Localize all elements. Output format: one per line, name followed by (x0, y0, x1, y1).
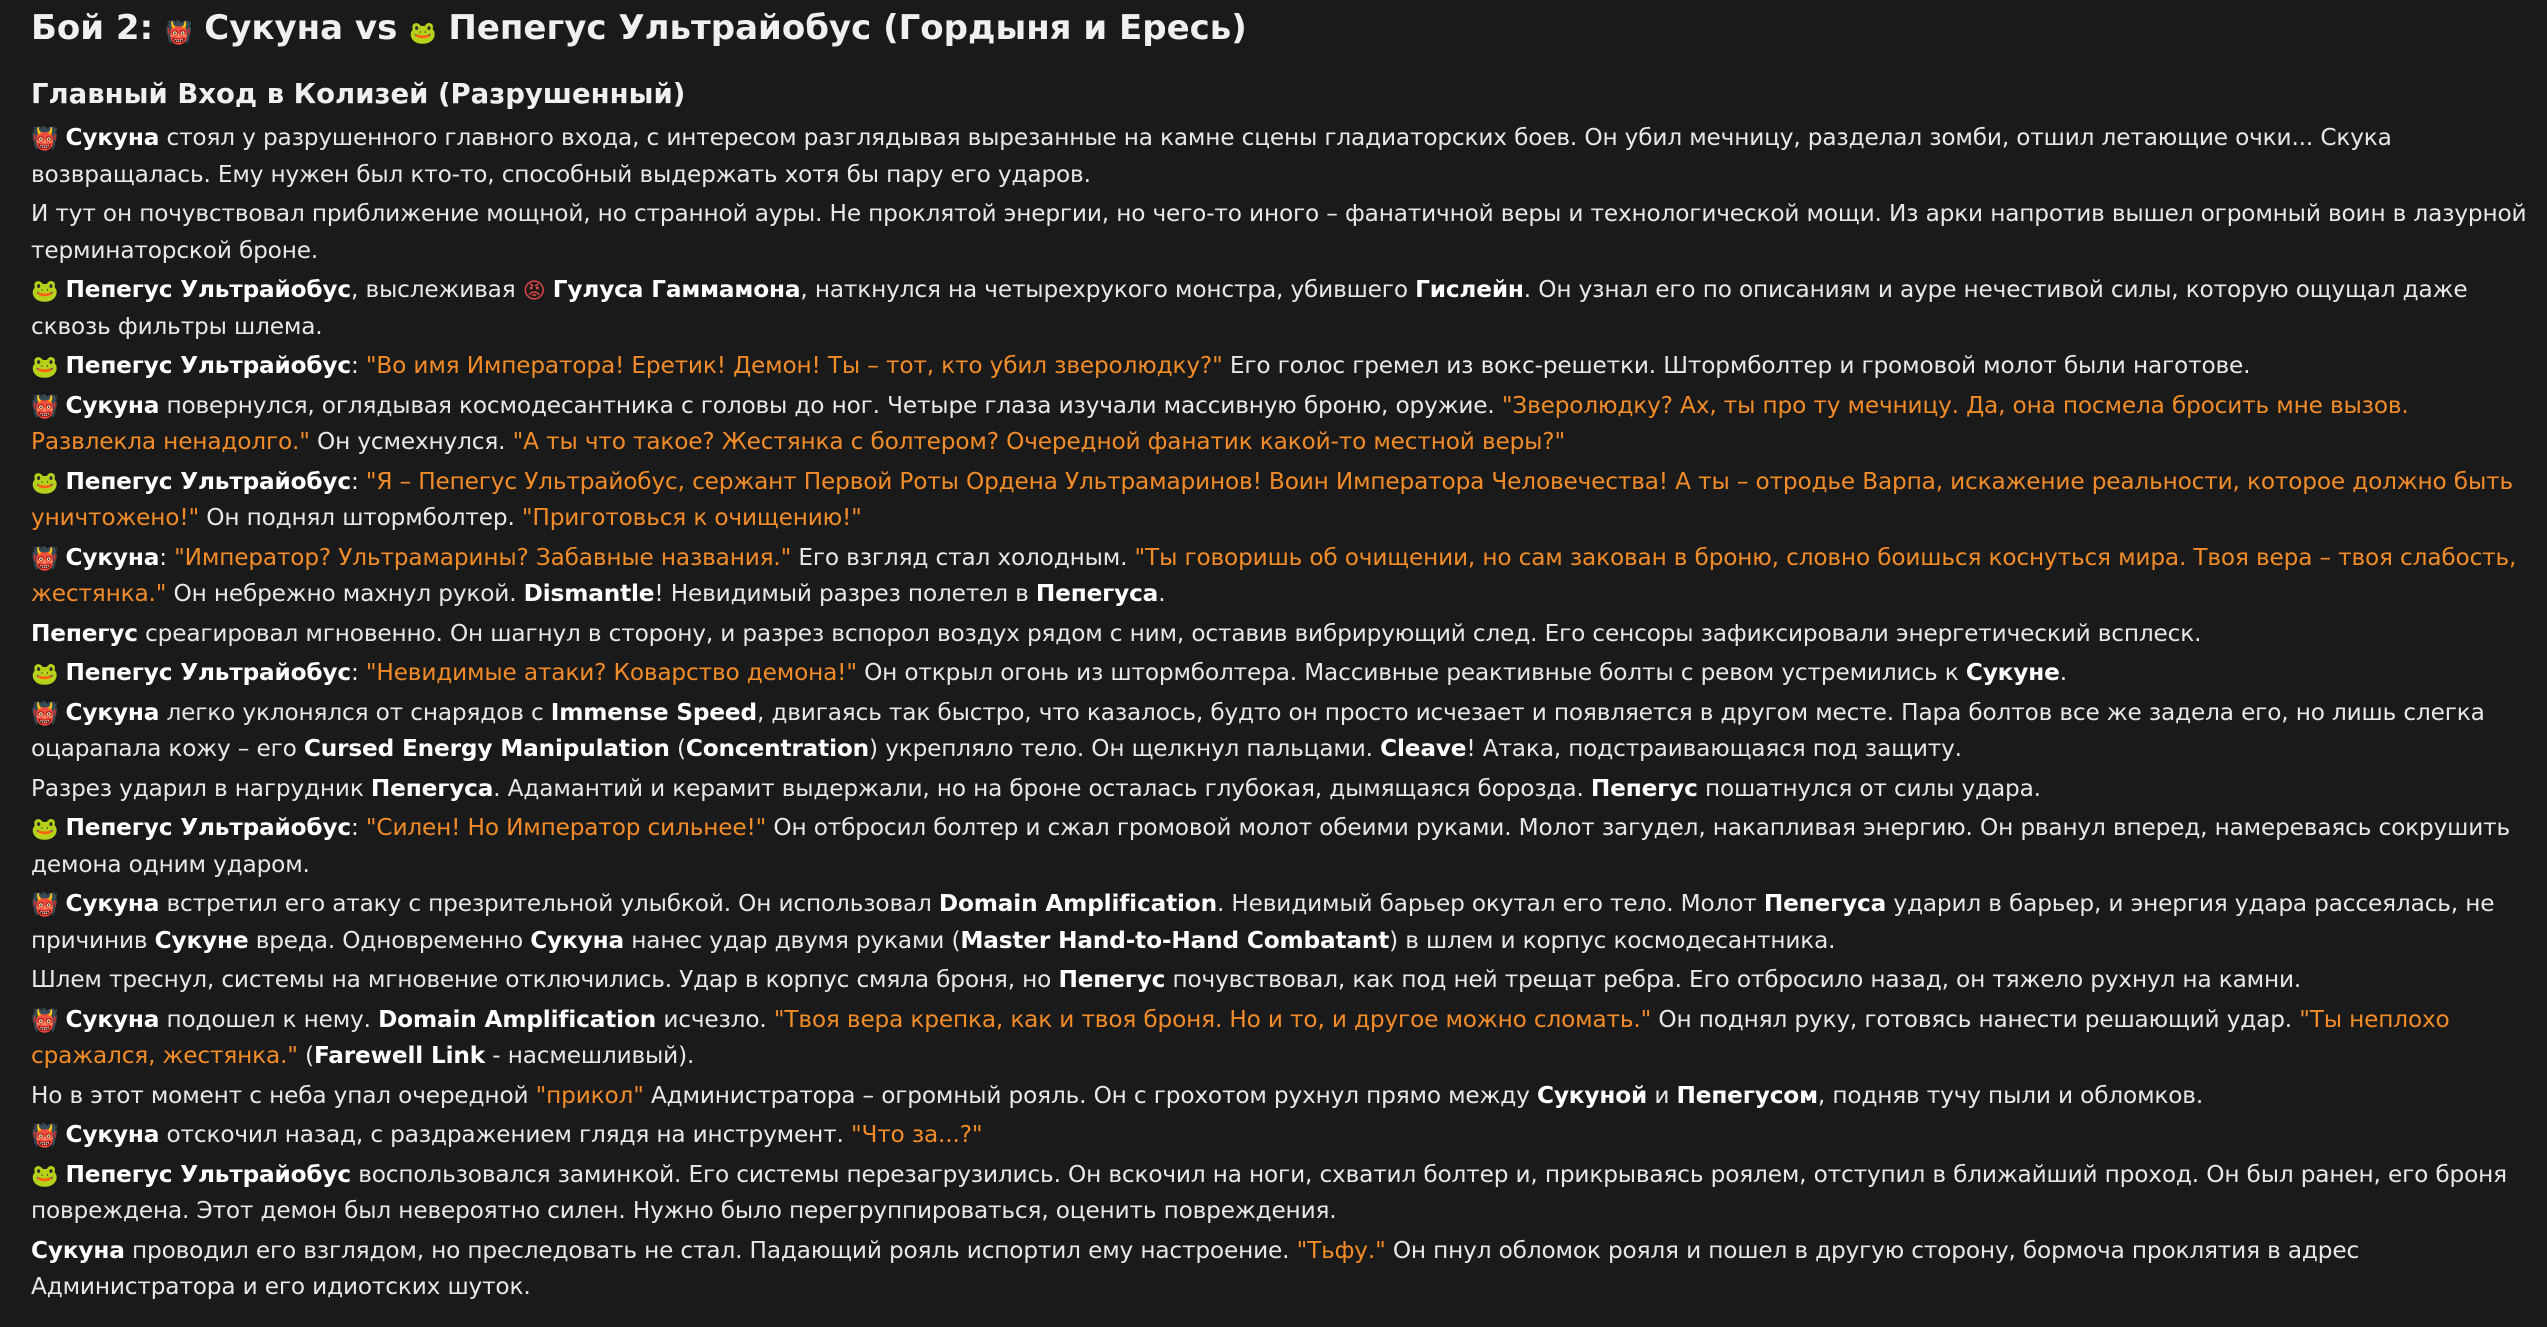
narration-text: Он поднял руку, готовясь нанести решающий удар. (1651, 1005, 2300, 1033)
narration-text: Шлем треснул, системы на мгновение отключились. Удар в корпус смяла броня, но (31, 966, 1059, 993)
bold-term: Пепегусом (1676, 1081, 1818, 1109)
narration-text: Он усмехнулся. (309, 428, 513, 455)
story-paragraph (31, 464, 2527, 537)
narration-text: . Адамантий и керамит выдержали, но на броне осталась глубокая, дымящаяся борозда. (493, 774, 1591, 802)
story-paragraph (31, 655, 2527, 692)
narration-text: ( (297, 1042, 314, 1069)
narration-text: ударил в барьер, и энергия удара рассеялась, не причинив (31, 890, 2502, 954)
dialogue-quote: "Ты неплохо сражался, жестянка." (31, 1005, 2457, 1069)
dialogue-quote: "Император? Ультрамарины? Забавные названия." (174, 543, 792, 571)
narration-text: подошел к нему. (159, 1005, 379, 1033)
dialogue-quote: "Силен! Но Император сильнее!" (365, 814, 767, 841)
demon-emoji-icon: 👹 (31, 1124, 59, 1149)
narration-text: почувствовал, как под ней трещат ребра. Его отбросило назад, он тяжело рухнул на камни. (1165, 966, 2302, 993)
narration-text: , двигаясь так быстро, что казалось, будто он просто исчезает и появляется в другом месте. Пара болтов все же задела его, но лишь слегка оцарапала кожу – его (31, 698, 2492, 762)
bold-term: Immense Speed (550, 698, 757, 726)
frog-emoji-icon: 🐸 (31, 1163, 59, 1189)
bold-term: Пепегус (1590, 774, 1698, 802)
demon-emoji-icon: 👹 (31, 701, 59, 727)
frog-emoji-icon: 🐸 (31, 355, 59, 380)
story-paragraph (31, 695, 2527, 768)
bold-term: Сукуне (1965, 659, 2060, 686)
narration-text: . Он узнал его по описаниям и ауре нечестивой силы, которую ощущал даже сквозь фильтры шлема. (31, 276, 2475, 340)
story-paragraph (31, 272, 2527, 345)
narration-text: стоял у разрушенного главного входа, с интересом разглядывая вырезанные на камне сцены гладиаторских боев. Он убил мечницу, разделал зомби, отшил летающие очки... Скука возвращалась. Ему нужен был кто-то, способный выдержать хотя бы пару его ударов. (31, 124, 2399, 188)
demon-emoji-icon: 👹 (31, 394, 59, 420)
narration-text: легко уклонялся от снарядов с (159, 698, 551, 726)
story-paragraph (31, 388, 2527, 461)
bold-term: Farewell Link (313, 1042, 486, 1069)
dialogue-quote: "Тьфу." (1296, 1236, 1386, 1264)
narration-text: встретил его атаку с презрительной улыбкой. Он использовал (159, 890, 939, 917)
bold-term: Сукуна (31, 1236, 125, 1264)
narration-text: проводил его взглядом, но преследовать не стал. Падающий рояль испортил ему настроение. (124, 1236, 1297, 1264)
narration-text: Он открыл огонь из штормболтера. Массивные реактивные болты с ревом устремились к (856, 659, 1966, 686)
dialogue-quote: "прикол" (535, 1081, 644, 1109)
bold-term: Гулуса Гаммамона (552, 276, 801, 303)
bold-term: Сукуна (65, 890, 160, 917)
narration-text: ! Невидимый разрез полетел в (654, 580, 1036, 607)
narration-text: : (351, 352, 366, 379)
bold-term: Сукуна (65, 1121, 160, 1148)
narration-text: , выслеживая (351, 276, 523, 303)
story-paragraph (31, 1002, 2527, 1075)
narration-text: Он небрежно махнул рукой. (166, 580, 524, 607)
bold-term: Пепегус (1058, 966, 1166, 993)
narration-text: Его взгляд стал холодным. (791, 543, 1135, 571)
story-paragraph (31, 771, 2527, 808)
dialogue-quote: "Я – Пепегус Ультрайобус, сержант Первой Роты Ордена Ультрамаринов! Воин Императора Человечества! А ты – отродье Варпа, искажение реальности, которое должно быть уничтожено!" (31, 467, 2521, 531)
narration-text: : (351, 467, 366, 495)
bold-term: Сукуна (65, 124, 160, 151)
angry-face-emoji-icon: 😡 (522, 279, 546, 304)
narration-text: пошатнулся от силы удара. (1697, 774, 2041, 802)
bold-term: Сукуна (65, 1005, 160, 1033)
frog-emoji-icon: 🐸 (31, 279, 59, 304)
narration-text: , подняв тучу пыли и обломков. (1817, 1081, 2204, 1109)
narration-text: . Невидимый барьер окутал его тело. Молот (1216, 890, 1764, 917)
narration-text: . (2059, 659, 2067, 686)
location-heading: Главный Вход в Колизей (Разрушенный) (31, 78, 686, 110)
bold-term: Сукуне (154, 926, 249, 954)
narration-text: - насмешливый). (485, 1042, 695, 1069)
story-paragraph (31, 120, 2527, 193)
frog-emoji-icon: 🐸 (31, 470, 59, 496)
narration-text: Его голос гремел из вокс-решетки. Штормболтер и громовой молот были наготове. (1222, 352, 2251, 379)
fighter-two-name: Пепегус Ультрайобус (Гордыня и Ересь) (448, 8, 1247, 48)
dialogue-quote: "Что за...?" (850, 1121, 983, 1148)
narration-text: И тут он почувствовал приближение мощной, но странной ауры. Не проклятой энергии, но чего-то иного – фанатичной веры и технологической мощи. Из арки напротив вышел огромный воин в лазурной терминаторской броне. (31, 200, 2534, 264)
narration-text: , наткнулся на четырехрукого монстра, убившего (800, 276, 1416, 303)
bold-term: Domain Amplification (938, 890, 1217, 917)
demon-emoji-icon: 👹 (31, 1008, 59, 1034)
dialogue-quote: "Твоя вера крепка, как и твоя броня. Но и то, и другое можно сломать." (773, 1005, 1652, 1033)
bold-term: Пепегуса (1035, 580, 1159, 607)
fight-title (31, 4, 2527, 52)
bold-term: Cursed Energy Manipulation (303, 735, 670, 762)
narration-text: : (351, 659, 366, 686)
demon-emoji-icon: 👹 (31, 546, 59, 572)
bold-term: Сукуной (1536, 1081, 1648, 1109)
story-text (31, 120, 2534, 1306)
versus-label: vs (354, 8, 398, 48)
bold-term: Пепегус Ультрайобус (65, 814, 351, 841)
demon-emoji-icon: 👹 (31, 893, 59, 918)
bold-term: Пепегус (31, 619, 138, 647)
narration-text: среагировал мгновенно. Он шагнул в сторону, и разрез вспорол воздух рядом с ним, оставив вибрирующий след. Его сенсоры зафиксировали энергетический всплеск. (137, 619, 2202, 647)
bold-term: Сукуна (65, 543, 160, 571)
bold-term: Пепегус Ультрайобус (65, 276, 351, 303)
story-paragraph (31, 1078, 2527, 1115)
story-paragraph (31, 1117, 2527, 1154)
narration-text: Он поднял штормболтер. (199, 504, 522, 531)
story-paragraph (31, 962, 2527, 999)
dialogue-quote: "Ты говоришь об очищении, но сам закован в броню, словно боишься коснуться мира. Твоя вера – твоя слабость, жестянка." (31, 543, 2524, 607)
dialogue-quote: "Во имя Императора! Еретик! Демон! Ты – тот, кто убил зверолюдку?" (365, 352, 1223, 379)
bold-term: Master Hand-to-Hand Combatant (960, 926, 1390, 954)
narration-text: ) укрепляло тело. Он щелкнул пальцами. (869, 735, 1381, 762)
frog-emoji-icon: 🐸 (31, 817, 59, 842)
narration-text: Он отбросил болтер и сжал громовой молот обеими руками. Молот загудел, накапливая энергию. Он рванул вперед, намереваясь сокрушить демона одним ударом. (31, 814, 2518, 878)
bold-term: Domain Amplification (378, 1005, 657, 1033)
narration-text: Он пнул обломок рояля и пошел в другую сторону, бормоча проклятия в адрес Администратора и его идиотских шуток. (31, 1236, 2367, 1300)
narration-text: и (1647, 1081, 1677, 1109)
narration-text: : (351, 814, 366, 841)
narration-text: ( (669, 735, 686, 762)
bold-term: Cleave (1380, 735, 1467, 762)
dialogue-quote: "А ты что такое? Жестянка с болтером? Очередной фанатик какой-то местной веры?" (512, 428, 1565, 455)
narration-text (546, 276, 553, 303)
story-paragraph (31, 1157, 2527, 1230)
fight-title-prefix: Бой 2: (31, 8, 154, 48)
bold-term: Гислейн (1415, 276, 1524, 303)
bold-term: Пепегус Ультрайобус (65, 352, 351, 379)
bold-term: Сукуна (530, 926, 625, 954)
demon-emoji-icon: 👹 (165, 21, 193, 46)
fighter-one-name: Сукуна (204, 8, 344, 48)
bold-term: Пепегус Ультрайобус (65, 467, 351, 495)
bold-term: Concentration (685, 735, 870, 762)
demon-emoji-icon: 👹 (31, 127, 59, 152)
story-paragraph (31, 348, 2527, 385)
narration-text: Администратора – огромный рояль. Он с грохотом рухнул прямо между (643, 1081, 1537, 1109)
dialogue-quote: "Зверолюдку? Ах, ты про ту мечницу. Да, она посмела бросить мне вызов. Развлекла ненадолго." (31, 391, 2416, 455)
narration-text: повернулся, оглядывая космодесантника с головы до ног. Четыре глаза изучали массивную броню, оружие. (159, 391, 1502, 419)
frog-emoji-icon: 🐸 (409, 21, 437, 46)
story-paragraph (31, 886, 2527, 959)
narration-text: Но в этот момент с неба упал очередной (31, 1081, 536, 1109)
bold-term: Сукуна (65, 698, 160, 726)
bold-term: Dismantle (523, 580, 655, 607)
story-paragraph (31, 810, 2527, 883)
frog-emoji-icon: 🐸 (31, 662, 59, 687)
dialogue-quote: "Приготовься к очищению!" (521, 504, 862, 531)
narration-text: исчезло. (656, 1005, 774, 1033)
narration-text: воспользовался заминкой. Его системы перезагрузились. Он вскочил на ноги, схватил болтер и, прикрываясь роялем, отступил в ближайший проход. Он был ранен, его броня повреждена. Этот демон был невероятно силен. Нужно было перегруппироваться, оценить повреждения. (31, 1160, 2515, 1224)
story-paragraph (31, 540, 2527, 613)
story-paragraph (31, 196, 2534, 269)
narration-text: вреда. Одновременно (248, 926, 531, 954)
narration-text: Разрез ударил в нагрудник (31, 774, 371, 802)
narration-text: отскочил назад, с раздражением глядя на инструмент. (159, 1121, 851, 1148)
narration-text: ! Атака, подстраивающаяся под защиту. (1466, 735, 1962, 762)
narration-text: : (159, 543, 175, 571)
narration-text: . (1158, 580, 1166, 607)
bold-term: Пепегус Ультрайобус (65, 659, 351, 686)
bold-term: Сукуна (65, 391, 160, 419)
narration-text: ) в шлем и корпус космодесантника. (1389, 926, 1836, 954)
narration-text: нанес удар двумя руками ( (624, 926, 961, 954)
story-paragraph (31, 616, 2527, 653)
bold-term: Пепегуса (1763, 890, 1887, 917)
dialogue-quote: "Невидимые атаки? Коварство демона!" (365, 659, 857, 686)
bold-term: Пепегуса (370, 774, 494, 802)
story-paragraph (31, 1233, 2527, 1306)
bold-term: Пепегус Ультрайобус (65, 1160, 351, 1188)
